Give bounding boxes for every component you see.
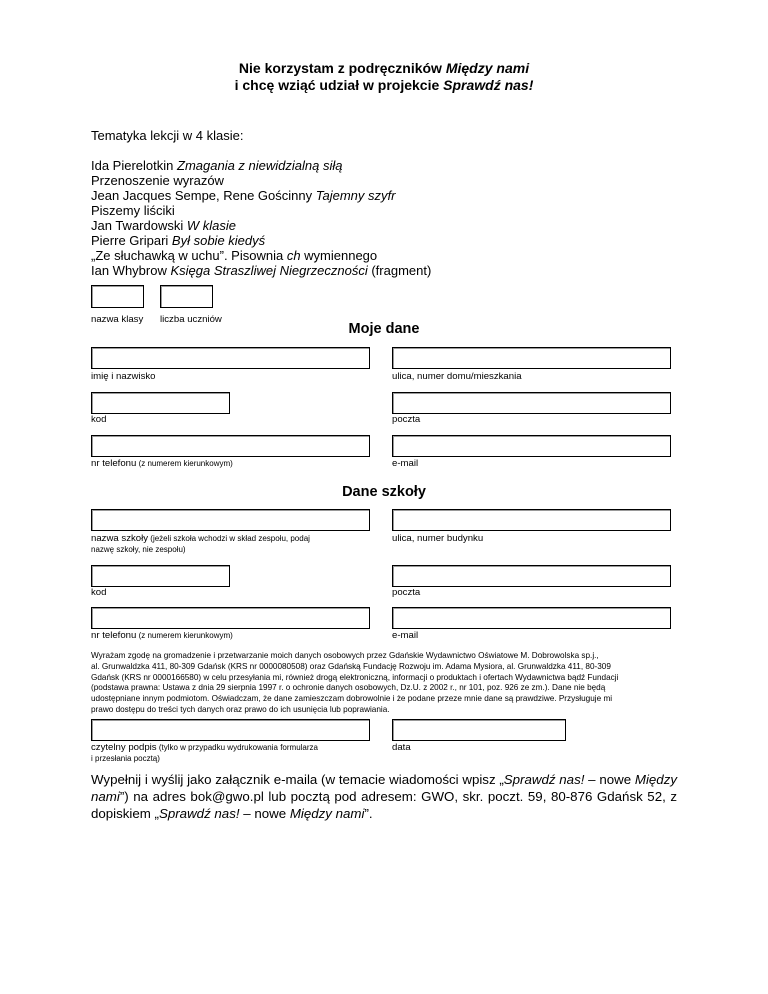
lesson-item xyxy=(91,188,431,203)
consent-text xyxy=(91,651,677,716)
lesson-item-tail: wymiennego xyxy=(300,248,378,263)
school-name-label: nazwa szkoły (jeżeli szkoła wchodzi w skład zespołu, podaj nazwę szkoły, nie zespołu) xyxy=(91,533,310,554)
class-name-input[interactable] xyxy=(91,285,144,308)
school-name-label-text: nazwa szkoły xyxy=(91,533,149,544)
school-phone-label-text: nr telefonu xyxy=(91,630,137,641)
signature-label-text: czytelny podpis xyxy=(91,742,157,753)
email-input[interactable] xyxy=(392,435,671,457)
title-line-1 xyxy=(0,60,768,77)
lesson-item-author: Ida Pierelotkin xyxy=(91,158,177,173)
footer-text-2: – nowe xyxy=(584,772,635,787)
lesson-item-author: Ian Whybrow xyxy=(91,263,171,278)
title-line-1-book: Między nami xyxy=(445,60,530,76)
footer-book-2: Między nami xyxy=(289,806,365,821)
school-email-input[interactable] xyxy=(392,607,671,629)
footer-text-5: ”. xyxy=(364,806,373,821)
consent-line: prawo dostępu do treści tych danych oraz prawo do ich usunięcia lub poprawiania. xyxy=(91,704,390,714)
page-title xyxy=(0,60,768,94)
school-name-label-note: (jeżeli szkoła wchodzi w skład zespołu, podaj xyxy=(148,534,310,543)
lesson-item-title: Zmagania z niewidzialną siłą xyxy=(177,158,343,173)
name-label: imię i nazwisko xyxy=(91,371,156,382)
school-street-label: ulica, numer budynku xyxy=(392,533,484,544)
date-label: data xyxy=(392,742,411,753)
school-post-office-label: poczta xyxy=(392,587,421,598)
school-postal-code-label: kod xyxy=(91,587,107,598)
lesson-item xyxy=(91,263,431,278)
lesson-item-title: Tajemny szyfr xyxy=(315,188,396,203)
street-input[interactable] xyxy=(392,347,671,369)
lesson-item xyxy=(91,158,431,173)
consent-line: (podstawa prawna: Ustawa z dnia 29 sierpnia 1997 r. o ochronie danych osobowych, Dz.U. z 2002 r., nr 101, poz. 926 ze zm.). Dane nie będą xyxy=(91,683,606,693)
street-label: ulica, numer domu/mieszkania xyxy=(392,371,522,382)
school-data-heading: Dane szkoły xyxy=(342,484,426,500)
lesson-item-author: Przenoszenie wyrazów xyxy=(91,173,224,188)
title-line-1-text: Nie korzystam z podręczników xyxy=(238,60,446,76)
school-name-label-note-2: nazwę szkoły, nie zespołu xyxy=(91,545,183,554)
footer-text-1: Wypełnij i wyślij jako załącznik e-maila (w temacie wiadomości wpisz „ xyxy=(91,772,504,787)
lesson-item xyxy=(91,248,431,263)
lesson-item-author: Piszemy liściki xyxy=(91,203,175,218)
title-line-2-text: i chcę wziąć udział w projekcie xyxy=(234,77,444,93)
signature-input[interactable] xyxy=(91,719,370,741)
lessons-heading: Tematyka lekcji w 4 klasie: xyxy=(91,128,244,143)
title-line-2 xyxy=(0,77,768,94)
footer-project-1: Sprawdź nas! xyxy=(503,772,585,787)
lessons-list xyxy=(91,158,431,278)
consent-line: al. Grunwaldzka 411, 80-309 Gdańsk (KRS nr 0000080508) oraz Gdańską Fundację Rozwoju im. Adama Mysiora, al. Grunwaldzka 411, 80-309 xyxy=(91,661,611,671)
post-office-label: poczta xyxy=(392,414,421,425)
postal-code-input[interactable] xyxy=(91,392,230,414)
signature-label-note-2: i przesłania pocztą xyxy=(91,754,158,763)
footer-project-2: Sprawdź nas! xyxy=(158,806,240,821)
lesson-item xyxy=(91,173,431,188)
school-postal-code-input[interactable] xyxy=(91,565,230,587)
students-count-input[interactable] xyxy=(160,285,213,308)
phone-label xyxy=(91,458,233,469)
post-office-input[interactable] xyxy=(392,392,671,414)
students-count-label: liczba uczniów xyxy=(160,314,222,325)
school-phone-label xyxy=(91,630,233,641)
class-name-label: nazwa klasy xyxy=(91,314,144,325)
footer-instructions xyxy=(91,771,677,822)
consent-line: Gdańsk (KRS nr 0000166580) w celu przesyłania mi, również drogą elektroniczną, informacji o produktach i ofertach Wydawnictwa bądź Fundacji xyxy=(91,672,619,682)
school-post-office-input[interactable] xyxy=(392,565,671,587)
date-input[interactable] xyxy=(392,719,566,741)
lesson-item-author: Pierre Gripari xyxy=(91,233,172,248)
phone-label-note: (z numerem kierunkowym) xyxy=(136,459,233,468)
consent-line: Wyrażam zgodę na gromadzenie i przetwarzanie moich danych osobowych przez Gdańskie Wydawnictwo Oświatowe M. Dobrowolska sp.j., xyxy=(91,651,599,660)
lesson-item xyxy=(91,233,431,248)
lesson-item-title: Był sobie kiedyś xyxy=(171,233,266,248)
signature-label: czytelny podpis (tylko w przypadku wydrukowania formularza i przesłania pocztą) xyxy=(91,742,318,763)
my-data-heading: Moje dane xyxy=(348,321,420,337)
lesson-item-tail: (fragment) xyxy=(367,263,432,278)
phone-label-text: nr telefonu xyxy=(91,458,137,469)
lesson-item-author: „Ze słuchawką w uchu”. Pisownia xyxy=(91,248,287,263)
school-name-input[interactable] xyxy=(91,509,370,531)
title-line-2-project: Sprawdź nas! xyxy=(443,77,534,93)
school-street-input[interactable] xyxy=(392,509,671,531)
lesson-item-title: Księga Straszliwej Niegrzeczności xyxy=(170,263,368,278)
footer-text-4: – nowe xyxy=(239,806,290,821)
school-email-label: e-mail xyxy=(392,630,419,641)
postal-code-label: kod xyxy=(91,414,107,425)
school-phone-label-note: (z numerem kierunkowym) xyxy=(136,631,233,640)
name-input[interactable] xyxy=(91,347,370,369)
consent-line: udostępniane innym podmiotom. Oświadczam, że dane zamieszczam dobrowolnie i że podane przeze mnie dane są prawdziwe. Przysługuje mi xyxy=(91,694,613,704)
school-phone-input[interactable] xyxy=(91,607,370,629)
lesson-item xyxy=(91,218,431,233)
footer-text-3: ”) na adres bok@gwo.pl lub pocztą pod adresem: GWO, skr. poczt. 59, 80-876 Gdańsk 52, z dopiskiem „ xyxy=(91,789,677,821)
signature-label-note: (tylko w przypadku wydrukowania formularza xyxy=(156,743,318,752)
lesson-item-title: W klasie xyxy=(186,218,236,233)
footer-book-1: Między nami xyxy=(91,772,677,804)
lesson-item xyxy=(91,203,431,218)
lesson-item-author: Jean Jacques Sempe, Rene Gościnny xyxy=(91,188,316,203)
phone-input[interactable] xyxy=(91,435,370,457)
lesson-item-title: ch xyxy=(286,248,301,263)
lesson-item-author: Jan Twardowski xyxy=(91,218,187,233)
email-label: e-mail xyxy=(392,458,419,469)
